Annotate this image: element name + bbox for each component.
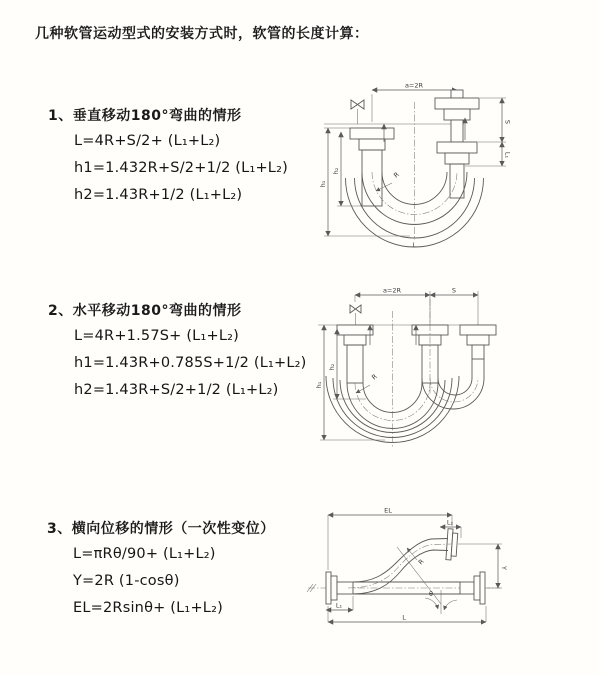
- formula-y: Y=2R (1-cosθ): [73, 573, 180, 589]
- movement-arrows: [370, 325, 416, 345]
- hose-bend-arcs-right: [422, 359, 484, 409]
- label-l1: L₁: [503, 151, 512, 159]
- formula-h1: h1=1.432R+S/2+1/2 (L₁+L₂): [74, 160, 288, 176]
- braided-hose: [450, 164, 464, 198]
- label-a2r: a=2R: [404, 81, 424, 90]
- label-y: Y: [500, 566, 508, 570]
- section-2-heading: 2、水平移动180°弯曲的情形: [48, 303, 242, 319]
- label-s: S: [451, 286, 457, 295]
- right-flange-fitting: [460, 325, 496, 359]
- dimension-el: [328, 507, 452, 571]
- label-length: L: [412, 241, 417, 249]
- valve-icon: [350, 305, 361, 325]
- diagram-horizontal-180: [310, 283, 580, 455]
- dimension-l: [328, 606, 486, 622]
- section-1-heading: 1、垂直移动180°弯曲的情形: [48, 108, 242, 124]
- section-3-heading: 3、横向位移的情形（一次性变位）: [47, 521, 275, 537]
- braided-hose: [347, 345, 363, 383]
- radius-callout: [376, 170, 401, 191]
- right-flange: [460, 572, 485, 604]
- label-length: L: [402, 613, 406, 622]
- dimension-span-a2r: [355, 287, 430, 326]
- diagram-lateral-displacement: [300, 502, 600, 654]
- hose-s-curve: [348, 539, 452, 595]
- label-s: S: [503, 119, 512, 125]
- right-flange-fitting: [435, 90, 479, 198]
- label-h2: h₂: [332, 167, 340, 175]
- formula-h2: h2=1.43R+1/2 (L₁+L₂): [74, 187, 243, 203]
- label-l1: L₁: [335, 601, 343, 610]
- label-h1: h₁: [315, 381, 323, 389]
- dimension-s: [430, 287, 478, 326]
- formula-length: L=4R+S/2+ (L₁+L₂): [74, 133, 221, 149]
- diagram-vertical-180: [312, 78, 557, 250]
- label-radius: R: [392, 170, 401, 180]
- formula-length: L=πRθ/90+ (L₁+L₂): [73, 546, 216, 562]
- label-l2: L₂: [446, 518, 454, 527]
- upper-flange: [446, 529, 458, 561]
- formula-h1: h1=1.43R+0.785S+1/2 (L₁+L₂): [74, 355, 307, 371]
- label-theta: θ: [429, 590, 433, 598]
- left-flange-fitting: [337, 325, 373, 383]
- page-title: 几种软管运动型式的安装方式时，软管的长度计算：: [35, 26, 369, 42]
- label-h2: h₂: [328, 363, 336, 371]
- label-radius: R: [416, 557, 426, 567]
- valve-icon: [351, 100, 364, 124]
- label-el: EL: [384, 506, 392, 515]
- label-h1: h₁: [319, 180, 327, 188]
- formula-el: EL=2Rsinθ+ (L₁+L₂): [73, 600, 223, 616]
- dimension-s: [478, 98, 512, 142]
- hose-bend-arcs-left: [326, 299, 459, 447]
- braided-hose: [362, 150, 382, 206]
- formula-length: L=4R+1.57S+ (L₁+L₂): [74, 328, 239, 344]
- label-radius: R: [370, 372, 379, 382]
- formula-h2: h2=1.43R+S/2+1/2 (L₁+L₂): [74, 382, 279, 398]
- label-a2r: a=2R: [382, 286, 402, 295]
